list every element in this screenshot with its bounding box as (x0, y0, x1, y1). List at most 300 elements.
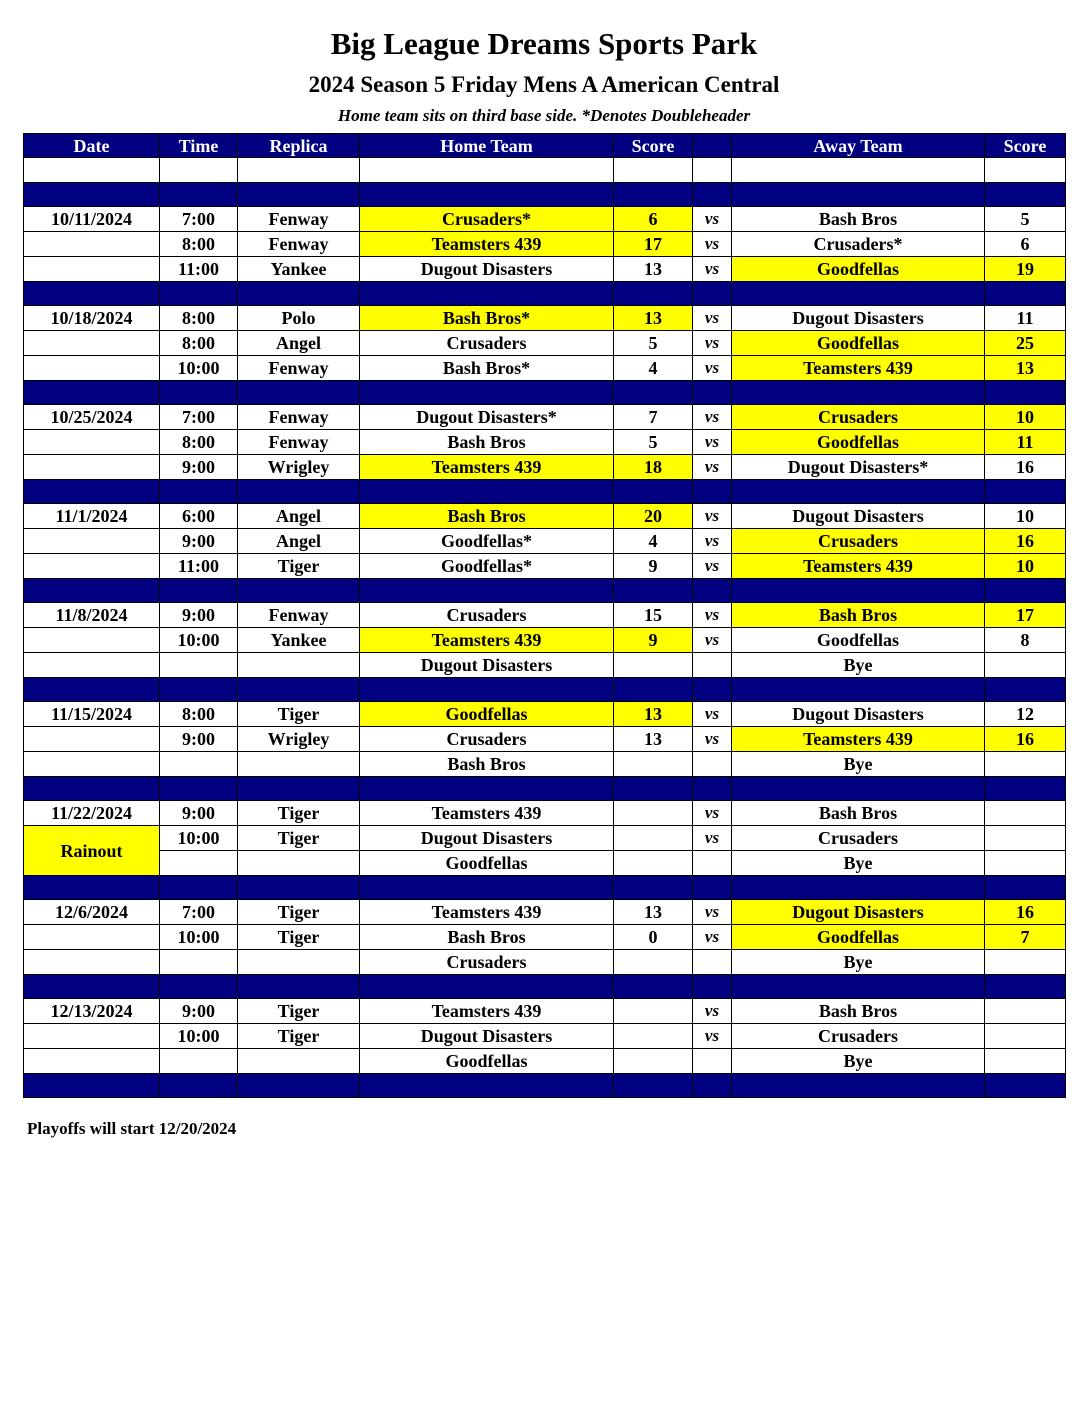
home-score-cell: 9 (614, 554, 693, 579)
empty-cell (24, 381, 160, 405)
away-team-cell: Crusaders (732, 405, 985, 430)
empty-cell (160, 975, 238, 999)
away-score-cell: 12 (985, 702, 1066, 727)
replica-cell: Angel (238, 529, 360, 554)
vs-cell: vs (693, 900, 732, 925)
replica-cell (238, 950, 360, 975)
empty-cell (693, 158, 732, 183)
empty-cell (732, 876, 985, 900)
away-team-cell: Crusaders (732, 826, 985, 851)
week-separator-row (24, 282, 1066, 306)
time-cell: 8:00 (160, 430, 238, 455)
date-cell (24, 232, 160, 257)
replica-cell: Tiger (238, 826, 360, 851)
time-cell: 9:00 (160, 727, 238, 752)
time-cell: 7:00 (160, 207, 238, 232)
date-cell: 12/13/2024 (24, 999, 160, 1024)
empty-cell (732, 1074, 985, 1098)
vs-cell: vs (693, 207, 732, 232)
home-score-cell: 20 (614, 504, 693, 529)
game-row (24, 900, 1066, 925)
date-cell (24, 331, 160, 356)
home-score-cell: 15 (614, 603, 693, 628)
away-score-cell: 16 (985, 529, 1066, 554)
vs-cell: vs (693, 554, 732, 579)
empty-cell (732, 381, 985, 405)
replica-cell (238, 1049, 360, 1074)
time-cell: 11:00 (160, 554, 238, 579)
away-team-cell: Crusaders (732, 1024, 985, 1049)
away-team-cell: Dugout Disasters (732, 504, 985, 529)
home-team-cell: Dugout Disasters (360, 826, 614, 851)
home-score-cell (614, 801, 693, 826)
home-score-cell: 4 (614, 529, 693, 554)
empty-cell (693, 975, 732, 999)
col-header-vs (693, 134, 732, 158)
vs-cell (693, 653, 732, 678)
away-score-cell: 10 (985, 554, 1066, 579)
time-cell: 9:00 (160, 455, 238, 480)
away-score-cell: 19 (985, 257, 1066, 282)
away-team-cell: Dugout Disasters* (732, 455, 985, 480)
vs-cell: vs (693, 504, 732, 529)
vs-cell: vs (693, 702, 732, 727)
empty-cell (985, 975, 1066, 999)
time-cell (160, 653, 238, 678)
empty-cell (238, 158, 360, 183)
replica-cell: Tiger (238, 702, 360, 727)
game-row (24, 504, 1066, 529)
empty-cell (160, 480, 238, 504)
col-header-home-team: Home Team (360, 134, 614, 158)
home-team-cell: Teamsters 439 (360, 628, 614, 653)
away-score-cell (985, 1049, 1066, 1074)
away-team-cell: Goodfellas (732, 257, 985, 282)
away-score-cell (985, 999, 1066, 1024)
empty-cell (732, 579, 985, 603)
vs-cell: vs (693, 455, 732, 480)
time-cell: 10:00 (160, 826, 238, 851)
home-team-cell: Bash Bros (360, 752, 614, 777)
away-team-cell: Dugout Disasters (732, 306, 985, 331)
empty-cell (24, 158, 160, 183)
time-cell: 8:00 (160, 331, 238, 356)
empty-cell (160, 876, 238, 900)
replica-cell (238, 653, 360, 678)
away-team-cell: Bye (732, 653, 985, 678)
game-row (24, 925, 1066, 950)
game-row (24, 356, 1066, 381)
time-cell (160, 1049, 238, 1074)
home-team-cell: Crusaders (360, 603, 614, 628)
home-team-cell: Crusaders (360, 727, 614, 752)
empty-cell (160, 158, 238, 183)
replica-cell: Tiger (238, 554, 360, 579)
vs-cell: vs (693, 727, 732, 752)
away-score-cell: 16 (985, 455, 1066, 480)
away-team-cell: Bye (732, 1049, 985, 1074)
vs-cell: vs (693, 306, 732, 331)
empty-cell (614, 282, 693, 306)
away-team-cell: Teamsters 439 (732, 356, 985, 381)
away-score-cell: 7 (985, 925, 1066, 950)
away-score-cell: 11 (985, 306, 1066, 331)
empty-cell (732, 777, 985, 801)
vs-cell: vs (693, 257, 732, 282)
replica-cell: Angel (238, 504, 360, 529)
away-team-cell: Bye (732, 752, 985, 777)
empty-cell (693, 381, 732, 405)
game-row (24, 306, 1066, 331)
vs-cell: vs (693, 925, 732, 950)
empty-cell (238, 876, 360, 900)
vs-cell: vs (693, 232, 732, 257)
away-team-cell: Bash Bros (732, 603, 985, 628)
time-cell: 10:00 (160, 1024, 238, 1049)
col-header-away-team: Away Team (732, 134, 985, 158)
home-team-cell: Bash Bros* (360, 356, 614, 381)
home-team-cell: Bash Bros (360, 430, 614, 455)
home-score-cell: 9 (614, 628, 693, 653)
vs-cell: vs (693, 331, 732, 356)
vs-cell (693, 851, 732, 876)
game-row (24, 232, 1066, 257)
away-score-cell: 17 (985, 603, 1066, 628)
empty-cell (985, 876, 1066, 900)
empty-cell (732, 480, 985, 504)
empty-cell (24, 1074, 160, 1098)
home-score-cell: 13 (614, 257, 693, 282)
game-row (24, 207, 1066, 232)
date-cell (24, 653, 160, 678)
away-score-cell: 13 (985, 356, 1066, 381)
empty-cell (160, 777, 238, 801)
week-separator-row (24, 579, 1066, 603)
replica-cell: Fenway (238, 603, 360, 628)
empty-cell (693, 282, 732, 306)
date-cell (24, 1049, 160, 1074)
home-team-cell: Bash Bros* (360, 306, 614, 331)
week-separator-row (24, 975, 1066, 999)
empty-cell (732, 678, 985, 702)
replica-cell: Tiger (238, 900, 360, 925)
empty-cell (360, 579, 614, 603)
vs-cell: vs (693, 405, 732, 430)
away-score-cell: 16 (985, 900, 1066, 925)
vs-cell (693, 752, 732, 777)
time-cell: 9:00 (160, 529, 238, 554)
date-cell (24, 455, 160, 480)
home-score-cell (614, 1024, 693, 1049)
away-team-cell: Crusaders* (732, 232, 985, 257)
time-cell: 10:00 (160, 356, 238, 381)
home-score-cell (614, 999, 693, 1024)
home-score-cell (614, 752, 693, 777)
home-score-cell (614, 826, 693, 851)
replica-cell (238, 752, 360, 777)
empty-cell (732, 183, 985, 207)
vs-cell (693, 950, 732, 975)
empty-cell (360, 381, 614, 405)
home-score-cell: 18 (614, 455, 693, 480)
time-cell (160, 851, 238, 876)
empty-cell (160, 381, 238, 405)
replica-cell: Fenway (238, 405, 360, 430)
replica-cell: Fenway (238, 207, 360, 232)
season-subtitle: 2024 Season 5 Friday Mens A American Central (308, 72, 780, 97)
game-row (24, 257, 1066, 282)
date-cell (24, 628, 160, 653)
empty-cell (985, 480, 1066, 504)
schedule-table (23, 133, 1066, 1098)
week-separator-row (24, 1074, 1066, 1098)
time-cell: 7:00 (160, 900, 238, 925)
date-cell: 10/11/2024 (24, 207, 160, 232)
date-cell: 11/8/2024 (24, 603, 160, 628)
col-header-replica: Replica (238, 134, 360, 158)
time-cell: 11:00 (160, 257, 238, 282)
empty-cell (160, 678, 238, 702)
col-header-away-score: Score (985, 134, 1066, 158)
empty-cell (693, 1074, 732, 1098)
empty-cell (238, 183, 360, 207)
game-row (24, 628, 1066, 653)
game-row (24, 1049, 1066, 1074)
empty-cell (238, 381, 360, 405)
home-team-cell: Teamsters 439 (360, 999, 614, 1024)
schedule-body (24, 134, 1066, 1098)
time-cell: 8:00 (160, 306, 238, 331)
home-score-cell: 0 (614, 925, 693, 950)
home-team-cell: Crusaders (360, 331, 614, 356)
away-score-cell (985, 653, 1066, 678)
vs-cell: vs (693, 356, 732, 381)
home-team-cell: Teamsters 439 (360, 455, 614, 480)
empty-cell (614, 678, 693, 702)
empty-cell (360, 480, 614, 504)
home-team-cell: Dugout Disasters (360, 1024, 614, 1049)
replica-cell: Tiger (238, 925, 360, 950)
home-score-cell: 13 (614, 306, 693, 331)
empty-cell (360, 975, 614, 999)
away-score-cell (985, 1024, 1066, 1049)
home-team-cell: Teamsters 439 (360, 900, 614, 925)
game-row (24, 405, 1066, 430)
empty-cell (238, 579, 360, 603)
away-score-cell: 16 (985, 727, 1066, 752)
time-cell: 9:00 (160, 603, 238, 628)
home-team-cell: Dugout Disasters (360, 257, 614, 282)
home-score-cell: 13 (614, 702, 693, 727)
home-score-cell: 4 (614, 356, 693, 381)
vs-cell: vs (693, 529, 732, 554)
away-team-cell: Goodfellas (732, 628, 985, 653)
time-cell (160, 950, 238, 975)
replica-cell (238, 851, 360, 876)
empty-cell (693, 678, 732, 702)
home-team-cell: Crusaders* (360, 207, 614, 232)
home-score-cell: 17 (614, 232, 693, 257)
empty-cell (985, 678, 1066, 702)
home-team-cell: Bash Bros (360, 925, 614, 950)
time-cell: 9:00 (160, 801, 238, 826)
date-cell: 12/6/2024 (24, 900, 160, 925)
away-team-cell: Dugout Disasters (732, 702, 985, 727)
date-cell: 10/18/2024 (24, 306, 160, 331)
home-team-cell: Dugout Disasters* (360, 405, 614, 430)
date-cell: 10/25/2024 (24, 405, 160, 430)
empty-cell (985, 579, 1066, 603)
time-cell: 8:00 (160, 702, 238, 727)
away-team-cell: Goodfellas (732, 430, 985, 455)
empty-cell (238, 975, 360, 999)
empty-cell (238, 678, 360, 702)
away-score-cell (985, 826, 1066, 851)
time-cell: 6:00 (160, 504, 238, 529)
week-separator-row (24, 876, 1066, 900)
home-team-cell: Goodfellas* (360, 529, 614, 554)
week-separator-row (24, 381, 1066, 405)
col-header-date: Date (24, 134, 160, 158)
away-team-cell: Bash Bros (732, 207, 985, 232)
away-score-cell (985, 950, 1066, 975)
empty-cell (614, 1074, 693, 1098)
time-cell: 8:00 (160, 232, 238, 257)
empty-cell (238, 282, 360, 306)
vs-cell (693, 1049, 732, 1074)
away-score-cell: 6 (985, 232, 1066, 257)
home-score-cell: 7 (614, 405, 693, 430)
empty-cell (732, 975, 985, 999)
vs-cell: vs (693, 603, 732, 628)
week-separator-row (24, 183, 1066, 207)
game-row (24, 950, 1066, 975)
date-cell (24, 529, 160, 554)
empty-cell (238, 1074, 360, 1098)
empty-cell (985, 777, 1066, 801)
time-cell: 9:00 (160, 999, 238, 1024)
game-row (24, 430, 1066, 455)
replica-cell: Angel (238, 331, 360, 356)
replica-cell: Polo (238, 306, 360, 331)
away-score-cell (985, 752, 1066, 777)
away-score-cell (985, 851, 1066, 876)
empty-cell (360, 876, 614, 900)
empty-cell (360, 282, 614, 306)
home-score-cell (614, 1049, 693, 1074)
empty-cell (985, 183, 1066, 207)
empty-cell (732, 282, 985, 306)
home-team-cell: Goodfellas (360, 702, 614, 727)
away-score-cell: 25 (985, 331, 1066, 356)
empty-cell (360, 1074, 614, 1098)
blank-row (24, 158, 1066, 183)
date-cell (24, 554, 160, 579)
vs-cell: vs (693, 999, 732, 1024)
vs-cell: vs (693, 628, 732, 653)
away-team-cell: Crusaders (732, 529, 985, 554)
empty-cell (24, 678, 160, 702)
empty-cell (614, 183, 693, 207)
away-team-cell: Goodfellas (732, 925, 985, 950)
home-team-cell: Crusaders (360, 950, 614, 975)
empty-cell (732, 158, 985, 183)
doubleheader-note: Home team sits on third base side. *Denotes Doubleheader (337, 106, 751, 125)
game-row (24, 554, 1066, 579)
home-team-cell: Teamsters 439 (360, 801, 614, 826)
replica-cell: Tiger (238, 999, 360, 1024)
away-team-cell: Bash Bros (732, 999, 985, 1024)
game-row (24, 455, 1066, 480)
week-separator-row (24, 777, 1066, 801)
empty-cell (160, 282, 238, 306)
empty-cell (238, 480, 360, 504)
empty-cell (160, 579, 238, 603)
home-score-cell (614, 653, 693, 678)
replica-cell: Fenway (238, 232, 360, 257)
date-cell (24, 1024, 160, 1049)
away-score-cell (985, 801, 1066, 826)
home-team-cell: Goodfellas (360, 1049, 614, 1074)
time-cell: 10:00 (160, 628, 238, 653)
empty-cell (693, 183, 732, 207)
empty-cell (985, 282, 1066, 306)
col-header-home-score: Score (614, 134, 693, 158)
away-score-cell: 11 (985, 430, 1066, 455)
empty-cell (614, 480, 693, 504)
replica-cell: Yankee (238, 628, 360, 653)
home-score-cell (614, 950, 693, 975)
empty-cell (614, 381, 693, 405)
away-score-cell: 10 (985, 504, 1066, 529)
replica-cell: Tiger (238, 1024, 360, 1049)
game-row (24, 752, 1066, 777)
home-score-cell: 5 (614, 430, 693, 455)
empty-cell (24, 975, 160, 999)
game-row (24, 702, 1066, 727)
empty-cell (24, 876, 160, 900)
empty-cell (614, 158, 693, 183)
game-row (24, 603, 1066, 628)
time-cell: 7:00 (160, 405, 238, 430)
away-score-cell: 10 (985, 405, 1066, 430)
empty-cell (360, 183, 614, 207)
replica-cell: Fenway (238, 430, 360, 455)
date-cell (24, 727, 160, 752)
replica-cell: Tiger (238, 801, 360, 826)
home-team-cell: Teamsters 439 (360, 232, 614, 257)
date-cell (24, 752, 160, 777)
empty-cell (360, 777, 614, 801)
empty-cell (24, 579, 160, 603)
date-cell: Rainout (24, 826, 160, 876)
empty-cell (24, 777, 160, 801)
vs-cell: vs (693, 430, 732, 455)
empty-cell (614, 975, 693, 999)
empty-cell (985, 381, 1066, 405)
empty-cell (238, 777, 360, 801)
header-row (24, 134, 1066, 158)
empty-cell (160, 1074, 238, 1098)
page-title: Big League Dreams Sports Park (330, 26, 758, 61)
empty-cell (24, 480, 160, 504)
empty-cell (693, 480, 732, 504)
away-team-cell: Bye (732, 950, 985, 975)
game-row (24, 801, 1066, 826)
time-cell (160, 752, 238, 777)
home-score-cell: 6 (614, 207, 693, 232)
game-row (24, 1024, 1066, 1049)
